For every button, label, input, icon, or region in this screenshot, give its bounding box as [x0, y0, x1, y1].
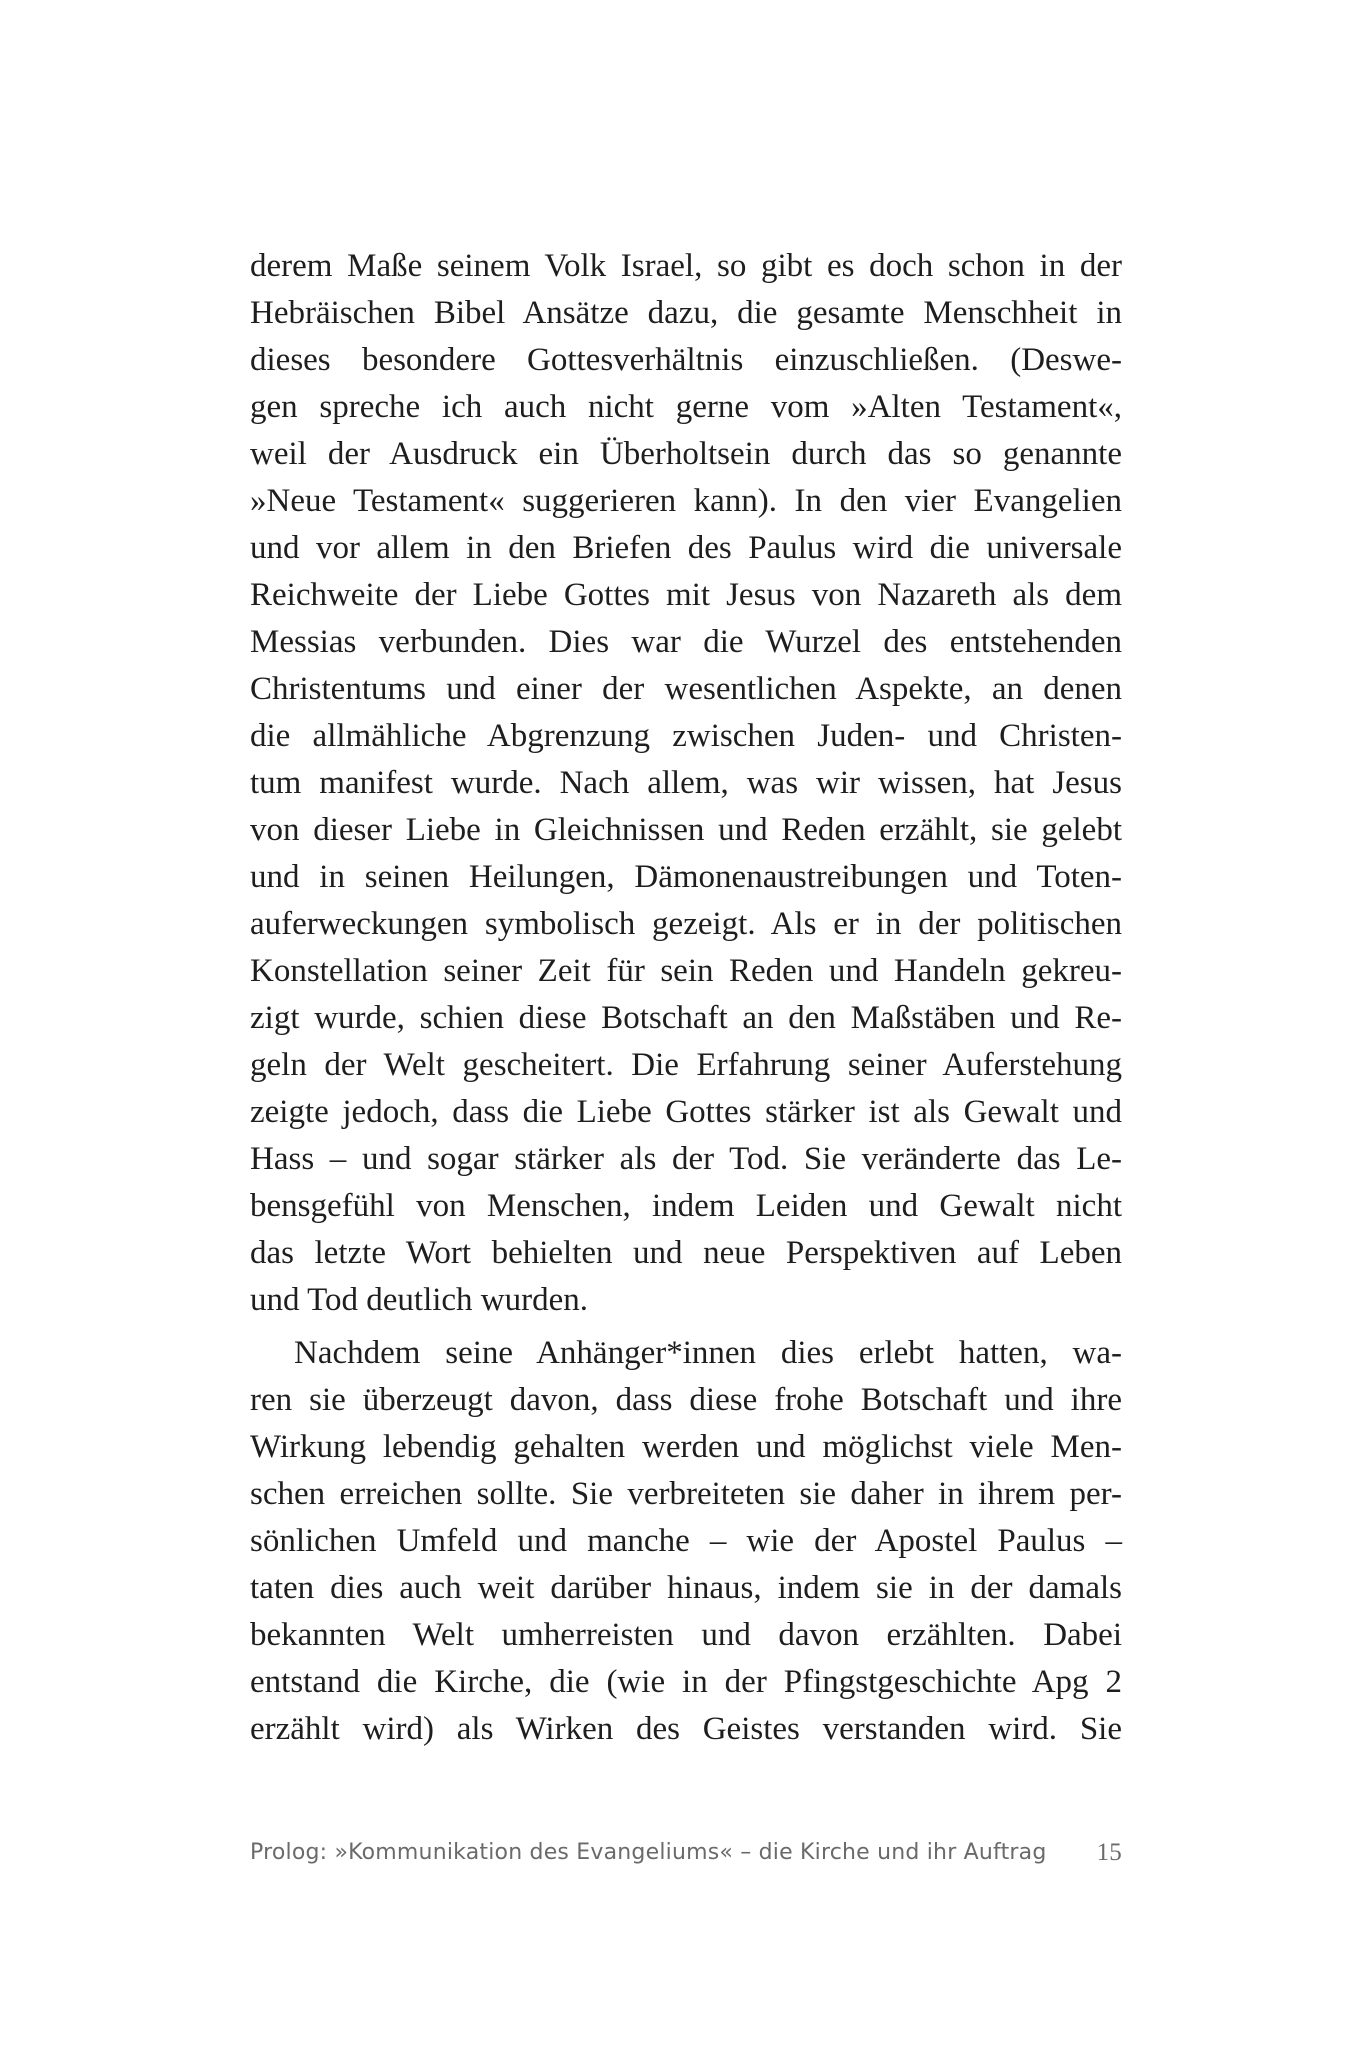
- text-line: das letzte Wort behielten und neue Perspektiven auf Leben: [250, 1235, 1122, 1271]
- text-line: bensgefühl von Menschen, indem Leiden und Gewalt nicht: [250, 1188, 1122, 1224]
- text-line: erzählt wird) als Wirken des Geistes verstanden wird. Sie: [250, 1711, 1122, 1747]
- text-line: geln der Welt gescheitert. Die Erfahrung seiner Auferstehung: [250, 1047, 1122, 1083]
- text-line: Nachdem seine Anhänger*innen dies erlebt hatten, wa-: [294, 1335, 1122, 1371]
- text-line: tum manifest wurde. Nach allem, was wir wissen, hat Jesus: [250, 765, 1122, 801]
- text-line: Messias verbunden. Dies war die Wurzel des entstehenden: [250, 624, 1122, 660]
- body-text: [250, 243, 1122, 1753]
- text-line: Wirkung lebendig gehalten werden und möglichst viele Men-: [250, 1429, 1122, 1465]
- text-line: weil der Ausdruck ein Überholtsein durch das so genannte: [250, 436, 1122, 472]
- text-line: zeigte jedoch, dass die Liebe Gottes stärker ist als Gewalt und: [250, 1094, 1122, 1130]
- text-line: Konstellation seiner Zeit für sein Reden und Handeln gekreu-: [250, 953, 1122, 989]
- text-line: die allmähliche Abgrenzung zwischen Juden- und Christen-: [250, 718, 1122, 754]
- text-line: »Neue Testament« suggerieren kann). In den vier Evangelien: [250, 483, 1122, 519]
- text-line: und Tod deutlich wurden.: [250, 1282, 589, 1318]
- text-line: Christentums und einer der wesentlichen Aspekte, an denen: [250, 671, 1122, 707]
- text-line: Hebräischen Bibel Ansätze dazu, die gesamte Menschheit in: [250, 295, 1122, 331]
- page-footer: [250, 1838, 1122, 1868]
- text-line: derem Maße seinem Volk Israel, so gibt es doch schon in der: [250, 248, 1122, 284]
- text-line: entstand die Kirche, die (wie in der Pfingstgeschichte Apg 2: [250, 1664, 1122, 1700]
- text-line: von dieser Liebe in Gleichnissen und Reden erzählt, sie gelebt: [250, 812, 1122, 848]
- text-line: und vor allem in den Briefen des Paulus wird die universale: [250, 530, 1122, 566]
- text-line: ren sie überzeugt davon, dass diese frohe Botschaft und ihre: [250, 1382, 1122, 1418]
- page-number: 15: [1096, 1839, 1122, 1866]
- text-line: dieses besondere Gottesverhältnis einzuschließen. (Deswe-: [250, 342, 1122, 378]
- text-line: und in seinen Heilungen, Dämonenaustreibungen und Toten-: [250, 859, 1122, 895]
- text-line: auferweckungen symbolisch gezeigt. Als er in der politischen: [250, 906, 1122, 942]
- running-head: Prolog: »Kommunikation des Evangeliums« – die Kirche und ihr Auftrag: [250, 1840, 1047, 1865]
- text-line: bekannten Welt umherreisten und davon erzählten. Dabei: [250, 1617, 1122, 1653]
- text-line: Hass – und sogar stärker als der Tod. Sie veränderte das Le-: [250, 1141, 1122, 1177]
- text-line: zigt wurde, schien diese Botschaft an den Maßstäben und Re-: [250, 1000, 1122, 1036]
- text-line: Reichweite der Liebe Gottes mit Jesus von Nazareth als dem: [250, 577, 1122, 613]
- text-line: gen spreche ich auch nicht gerne vom »Alten Testament«,: [250, 389, 1122, 425]
- text-line: taten dies auch weit darüber hinaus, indem sie in der damals: [250, 1570, 1122, 1606]
- text-line: schen erreichen sollte. Sie verbreiteten sie daher in ihrem per-: [250, 1476, 1122, 1512]
- text-line: sönlichen Umfeld und manche – wie der Apostel Paulus –: [250, 1523, 1122, 1559]
